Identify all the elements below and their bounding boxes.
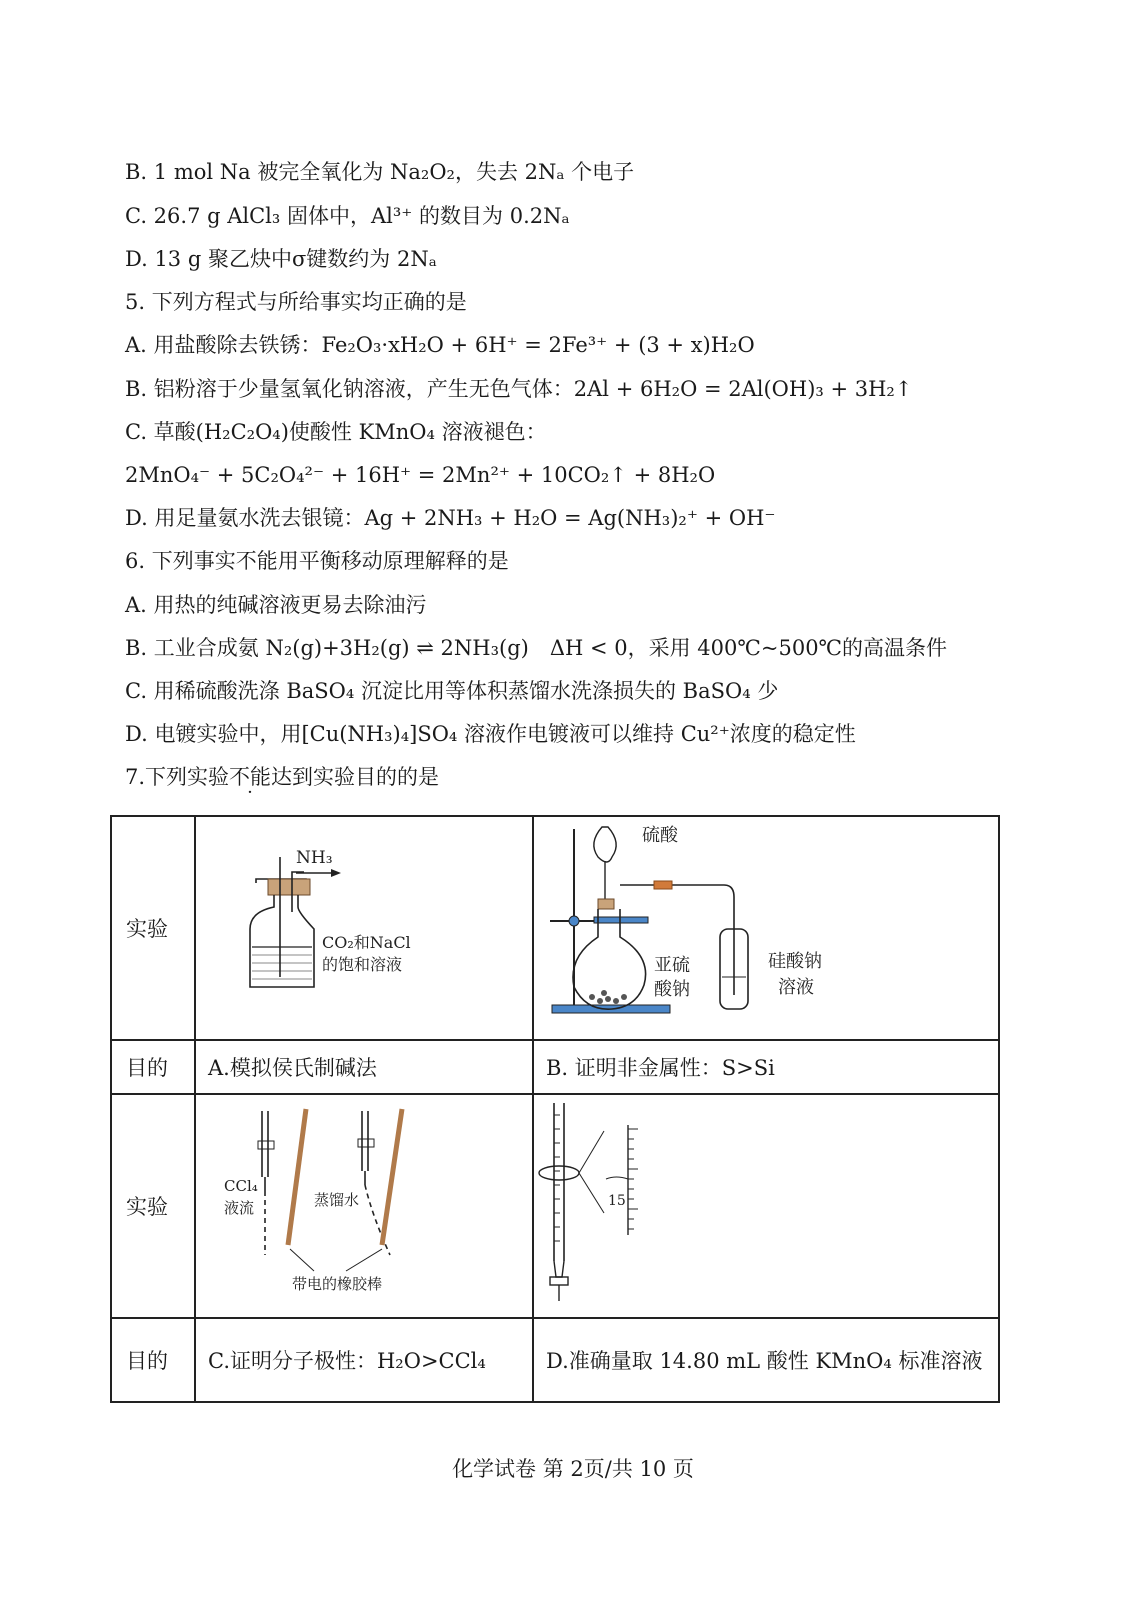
label-purpose-2: 目的 (111, 1318, 195, 1402)
option-6a: A. 用热的纯碱溶液更易去除油污 (125, 593, 427, 617)
figure-c-rod-label: 带电的橡胶棒 (292, 1275, 383, 1293)
option-6b: B. 工业合成氨 N₂(g)+3H₂(g) ⇌ 2NH₃(g) ΔH < 0，采用 400℃~500℃的高温条件 (125, 636, 948, 660)
option-5d: D. 用足量氨水洗去银镜：Ag + 2NH₃ + H₂O = Ag(NH₃)₂⁺ + OH⁻ (125, 506, 776, 530)
question-6-stem: 6. 下列事实不能用平衡移动原理解释的是 (125, 549, 509, 573)
figure-b-silicate-label-2: 溶液 (778, 977, 814, 998)
figure-a-gas-washing-bottle (196, 817, 532, 1039)
option-6c: C. 用稀硫酸洗涤 BaSO₄ 沉淀比用等体积蒸馏水洗涤损失的 BaSO₄ 少 (125, 679, 779, 703)
option-5c: C. 草酸(H₂C₂O₄)使酸性 KMnO₄ 溶液褪色： (125, 420, 547, 444)
equation-5c: 2MnO₄⁻ + 5C₂O₄²⁻ + 16H⁺ = 2Mn²⁺ + 10CO₂↑ + 8H₂O (125, 463, 716, 487)
question-7-stem: 7.下列实验不能达到实验目的的是 (125, 762, 439, 792)
figure-c-cell (195, 1094, 533, 1318)
figure-c-polarity-test (196, 1095, 532, 1317)
figure-a-solution-label-1: CO₂和NaCl (322, 933, 411, 952)
option-4b: B. 1 mol Na 被完全氧化为 Na₂O₂，失去 2Nₐ 个电子 (125, 160, 635, 184)
figure-a-solution-label-2: 的饱和溶液 (322, 955, 403, 974)
purpose-d: D.准确量取 14.80 mL 酸性 KMnO₄ 标准溶液 (533, 1318, 999, 1402)
question-5-stem: 5. 下列方程式与所给事实均正确的是 (125, 290, 467, 314)
figure-a-gas-label: NH₃ (296, 848, 333, 868)
figure-b-silicate-label-1: 硅酸钠 (768, 951, 822, 972)
option-5a: A. 用盐酸除去铁锈：Fe₂O₃·xH₂O + 6H⁺ = 2Fe³⁺ + (3 + x)H₂O (125, 333, 755, 357)
option-4c: C. 26.7 g AlCl₃ 固体中，Al³⁺ 的数目为 0.2Nₐ (125, 204, 570, 228)
figure-c-water-label: 蒸馏水 (314, 1191, 360, 1209)
figure-b-salt-label-1: 亚硫 (654, 955, 690, 976)
experiment-table (110, 815, 1000, 1403)
figure-d-burette (534, 1095, 998, 1317)
figure-c-ccl4-label: CCl₄ (224, 1177, 258, 1195)
label-experiment-2: 实验 (111, 1094, 195, 1318)
figure-a-cell (195, 816, 533, 1040)
figure-b-salt-label-2: 酸钠 (654, 979, 690, 1000)
label-experiment-1: 实验 (111, 816, 195, 1040)
figure-b-apparatus (534, 817, 998, 1039)
emphasis-not: 不能 (229, 765, 272, 789)
figure-c-stream-label: 液流 (224, 1199, 255, 1217)
purpose-b: B. 证明非金属性：S>Si (533, 1040, 999, 1094)
figure-d-cell (533, 1094, 999, 1318)
option-6d: D. 电镀实验中，用[Cu(NH₃)₄]SO₄ 溶液作电镀液可以维持 Cu²⁺浓度的稳定性 (125, 722, 856, 746)
option-4d: D. 13 g 聚乙炔中σ键数约为 2Nₐ (125, 247, 437, 271)
figure-b-cell (533, 816, 999, 1040)
option-5b: B. 铝粉溶于少量氢氧化钠溶液，产生无色气体：2Al + 6H₂O = 2Al(OH)₃ + 3H₂↑ (125, 377, 913, 401)
purpose-a: A.模拟侯氏制碱法 (195, 1040, 533, 1094)
page-footer: 化学试卷 第 2页/共 10 页 (452, 1457, 694, 1481)
purpose-c: C.证明分子极性：H₂O>CCl₄ (195, 1318, 533, 1402)
figure-b-acid-label: 硫酸 (642, 825, 678, 846)
figure-d-mark-label: 15 (608, 1193, 626, 1209)
label-purpose-1: 目的 (111, 1040, 195, 1094)
